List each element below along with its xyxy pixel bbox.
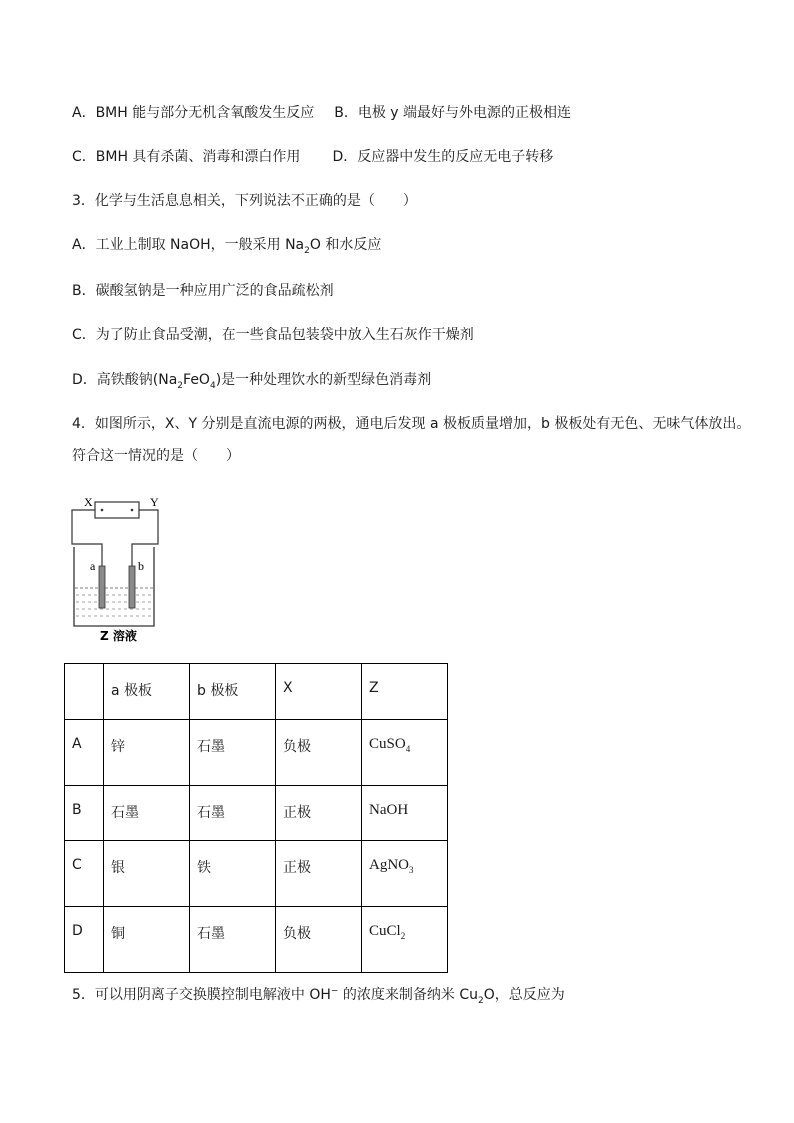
- solution-caption: Z 溶液: [100, 629, 137, 642]
- a-plate-cell: 铜: [104, 907, 190, 973]
- a-plate-cell: 银: [104, 841, 190, 907]
- q5-stem: 5．可以用阴离子交换膜控制电解液中 OH− 的浓度来制备纳米 $Cu_2O$，总反应为: [72, 986, 565, 1006]
- x-terminal-dot: [101, 509, 104, 512]
- header-cell-b-plate: b 极板: [190, 664, 276, 720]
- q2-option-b: B．电极 y 端最好与外电源的正极相连: [334, 105, 572, 121]
- z-cell: CuSO$_4$: [362, 720, 448, 786]
- table-row: [65, 841, 448, 907]
- q2-option-a: A．BMH 能与部分无机含氧酸发生反应: [72, 105, 315, 121]
- options-table: [64, 663, 448, 973]
- q2-option-d: D．反应器中发生的反应无电子转移: [332, 149, 554, 165]
- b-plate-cell: 石墨: [190, 907, 276, 973]
- option-cell: A: [65, 720, 104, 786]
- table-header-row: [65, 664, 448, 720]
- b-plate-cell: 铁: [190, 841, 276, 907]
- q3-stem: 3．化学与生活息息相关，下列说法不正确的是（ ）: [72, 193, 417, 209]
- header-cell: [65, 664, 104, 720]
- option-cell: B: [65, 786, 104, 841]
- option-cell: C: [65, 841, 104, 907]
- y-terminal-label: Y: [150, 495, 159, 509]
- electrode-b-label: b: [138, 559, 144, 573]
- electrode-a-label: a: [90, 559, 96, 573]
- table-row: [65, 786, 448, 841]
- electrolysis-diagram: [66, 492, 166, 642]
- b-plate-cell: 石墨: [190, 786, 276, 841]
- x-terminal-label: X: [84, 495, 93, 509]
- q3-option-a: A．工业上制取 NaOH，一般采用 $Na_2O$ 和水反应: [72, 237, 382, 256]
- solution-hatching: [76, 595, 152, 616]
- q4-stem-line-1: 4．如图所示，X、Y 分别是直流电源的两极，通电后发现 a 极板质量增加，b 极板处有无色、无味气体放出。: [72, 416, 751, 432]
- y-terminal-dot: [131, 509, 134, 512]
- z-cell: NaOH: [362, 786, 448, 841]
- z-cell: AgNO$_3$: [362, 841, 448, 907]
- a-plate-cell: 石墨: [104, 786, 190, 841]
- b-plate-cell: 石墨: [190, 720, 276, 786]
- header-cell-a-plate: a 极板: [104, 664, 190, 720]
- q4-stem-line-2: 符合这一情况的是（ ）: [72, 448, 240, 464]
- a-plate-cell: 锌: [104, 720, 190, 786]
- x-cell: 正极: [276, 841, 362, 907]
- q2-options-row-1: [72, 103, 571, 123]
- option-cell: D: [65, 907, 104, 973]
- electrode-b: [129, 566, 135, 608]
- electrode-a: [99, 566, 105, 608]
- table-row: [65, 907, 448, 973]
- table-row: [65, 720, 448, 786]
- header-cell-z: Z: [362, 664, 448, 720]
- x-cell: 负极: [276, 720, 362, 786]
- q2-option-c: C．BMH 具有杀菌、消毒和漂白作用: [72, 149, 301, 165]
- x-cell: 负极: [276, 907, 362, 973]
- q3-option-b: B．碳酸氢钠是一种应用广泛的食品疏松剂: [72, 283, 334, 299]
- q3-option-d: D．高铁酸钠$(Na_2FeO_4)$是一种处理饮水的新型绿色消毒剂: [72, 372, 432, 391]
- header-cell-x: X: [276, 664, 362, 720]
- q3-option-c: C．为了防止食品受潮，在一些食品包装袋中放入生石灰作干燥剂: [72, 327, 474, 343]
- z-cell: CuCl$_2$: [362, 907, 448, 973]
- x-cell: 正极: [276, 786, 362, 841]
- q2-options-row-2: [72, 147, 553, 167]
